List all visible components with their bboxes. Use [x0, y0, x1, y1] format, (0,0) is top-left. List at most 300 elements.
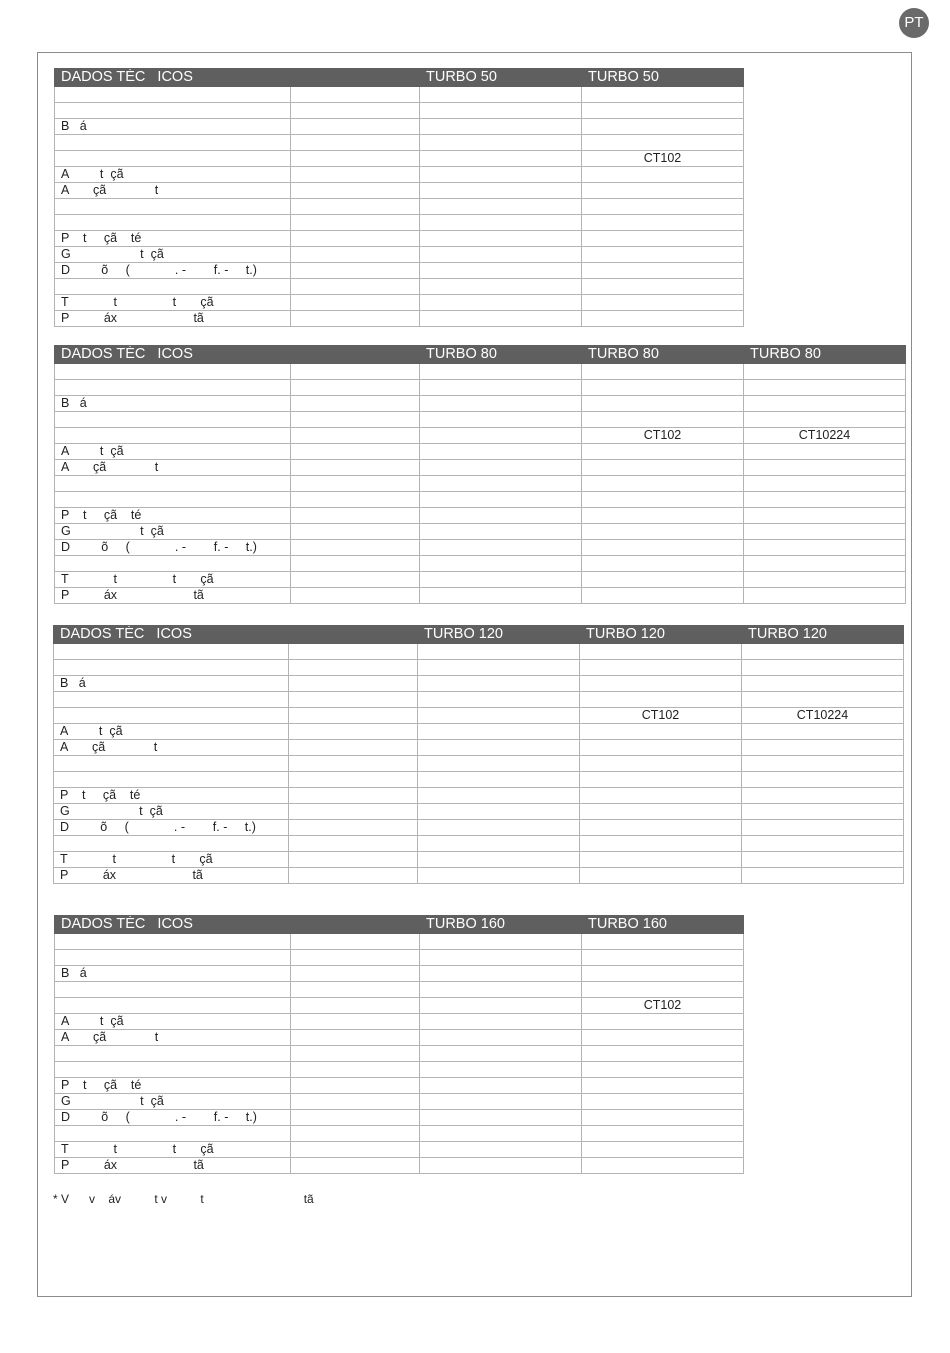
value-cell: CT102: [582, 151, 744, 167]
model-column-header: TURBO 120: [742, 626, 904, 644]
value-cell: [744, 396, 906, 412]
value-cell: [291, 934, 420, 950]
value-cell: [582, 279, 744, 295]
value-cell: [582, 215, 744, 231]
value-cell: [742, 804, 904, 820]
model-column-header: TURBO 120: [418, 626, 580, 644]
table-row: [54, 756, 904, 772]
row-label-cell: A çã t: [55, 1030, 291, 1046]
value-cell: [582, 135, 744, 151]
row-label-cell: [55, 103, 291, 119]
value-cell: [744, 460, 906, 476]
row-label-cell: [55, 1126, 291, 1142]
row-label-cell: [55, 492, 291, 508]
value-cell: CT102: [580, 708, 742, 724]
value-cell: [420, 572, 582, 588]
value-cell: [420, 934, 582, 950]
table-row: [55, 1142, 744, 1158]
value-cell: [744, 572, 906, 588]
spec-table-turbo-120: [53, 625, 904, 884]
value-cell: [582, 1046, 744, 1062]
value-cell: [420, 1062, 582, 1078]
table-row: [54, 772, 904, 788]
value-cell: [742, 788, 904, 804]
value-cell: [291, 295, 420, 311]
row-label-cell: A t çã: [55, 1014, 291, 1030]
value-cell: [418, 676, 580, 692]
table-row: [55, 396, 906, 412]
value-cell: [580, 740, 742, 756]
value-cell: [744, 444, 906, 460]
row-label-cell: T t t çã: [55, 572, 291, 588]
value-cell: [580, 804, 742, 820]
row-label-cell: [55, 279, 291, 295]
table-row: [55, 279, 744, 295]
table-row: [55, 380, 906, 396]
model-column-header: TURBO 80: [744, 346, 906, 364]
value-cell: [420, 380, 582, 396]
value-cell: [742, 836, 904, 852]
model-column-header: TURBO 120: [580, 626, 742, 644]
row-label-cell: [55, 982, 291, 998]
value-cell: [291, 87, 420, 103]
value-cell: [744, 412, 906, 428]
row-label-cell: A t çã: [55, 444, 291, 460]
value-cell: [289, 852, 418, 868]
value-cell: [291, 183, 420, 199]
table-row: [54, 788, 904, 804]
value-cell: [418, 756, 580, 772]
value-cell: [582, 295, 744, 311]
value-cell: [420, 231, 582, 247]
spec-table-turbo-80: [54, 345, 906, 604]
value-cell: [289, 676, 418, 692]
row-label-cell: P t çã té: [55, 508, 291, 524]
table-heading: DADOS TÉC ICOS: [55, 346, 291, 364]
row-label-cell: T t t çã: [55, 295, 291, 311]
value-cell: [291, 1158, 420, 1174]
value-cell: [418, 644, 580, 660]
table-row: [55, 215, 744, 231]
value-cell: [291, 1094, 420, 1110]
value-cell: [744, 556, 906, 572]
value-cell: [420, 476, 582, 492]
value-cell: [582, 263, 744, 279]
value-cell: [580, 692, 742, 708]
value-cell: [291, 492, 420, 508]
table-row: [55, 492, 906, 508]
value-cell: [291, 215, 420, 231]
row-label-cell: A çã t: [55, 460, 291, 476]
value-cell: [420, 556, 582, 572]
value-cell: [289, 868, 418, 884]
value-cell: [582, 540, 744, 556]
value-cell: [418, 740, 580, 756]
value-cell: [420, 279, 582, 295]
value-cell: [291, 966, 420, 982]
value-cell: [582, 167, 744, 183]
value-cell: [744, 524, 906, 540]
header-empty-cell: [291, 346, 420, 364]
table-row: [55, 556, 906, 572]
row-label-cell: P t çã té: [54, 788, 289, 804]
table-row: [54, 644, 904, 660]
value-cell: [291, 460, 420, 476]
value-cell: [742, 660, 904, 676]
row-label-cell: D õ ( . - f. - t.): [55, 1110, 291, 1126]
value-cell: [582, 103, 744, 119]
value-cell: [580, 724, 742, 740]
row-label-cell: [55, 380, 291, 396]
value-cell: [420, 460, 582, 476]
row-label-cell: [55, 1046, 291, 1062]
table-row: [55, 199, 744, 215]
value-cell: [420, 524, 582, 540]
value-cell: [582, 119, 744, 135]
value-cell: [420, 135, 582, 151]
value-cell: [289, 660, 418, 676]
row-label-cell: P áx tã: [55, 588, 291, 604]
value-cell: [742, 852, 904, 868]
value-cell: [291, 167, 420, 183]
value-cell: [744, 492, 906, 508]
value-cell: [420, 87, 582, 103]
value-cell: [420, 1094, 582, 1110]
value-cell: [742, 820, 904, 836]
value-cell: [291, 1046, 420, 1062]
value-cell: [742, 772, 904, 788]
value-cell: [582, 1110, 744, 1126]
row-label-cell: P áx tã: [55, 311, 291, 327]
row-label-cell: [54, 772, 289, 788]
value-cell: [291, 1030, 420, 1046]
value-cell: [582, 444, 744, 460]
value-cell: [742, 740, 904, 756]
value-cell: [582, 231, 744, 247]
table-row: [55, 428, 906, 444]
value-cell: [420, 588, 582, 604]
row-label-cell: A t çã: [54, 724, 289, 740]
value-cell: [744, 476, 906, 492]
value-cell: [420, 1110, 582, 1126]
value-cell: [289, 724, 418, 740]
value-cell: [289, 820, 418, 836]
table-row: [55, 444, 906, 460]
value-cell: [420, 396, 582, 412]
value-cell: [582, 396, 744, 412]
value-cell: [291, 556, 420, 572]
row-label-cell: [55, 934, 291, 950]
model-column-header: TURBO 50: [420, 69, 582, 87]
spec-table-turbo-50: [54, 68, 744, 327]
value-cell: [289, 836, 418, 852]
value-cell: [418, 804, 580, 820]
model-column-header: TURBO 80: [582, 346, 744, 364]
value-cell: [420, 1126, 582, 1142]
value-cell: [580, 852, 742, 868]
value-cell: [420, 215, 582, 231]
value-cell: [420, 167, 582, 183]
table-row: [55, 247, 744, 263]
value-cell: [289, 756, 418, 772]
value-cell: [291, 396, 420, 412]
value-cell: [291, 311, 420, 327]
table-row: [55, 1110, 744, 1126]
value-cell: [582, 966, 744, 982]
value-cell: [582, 1158, 744, 1174]
value-cell: CT10224: [742, 708, 904, 724]
value-cell: [582, 1014, 744, 1030]
value-cell: [291, 508, 420, 524]
value-cell: [742, 868, 904, 884]
value-cell: [582, 476, 744, 492]
value-cell: [291, 524, 420, 540]
table-header-row: [55, 69, 744, 87]
table-header-row: [55, 916, 744, 934]
value-cell: [582, 1142, 744, 1158]
value-cell: [744, 508, 906, 524]
table-row: [55, 103, 744, 119]
value-cell: [291, 247, 420, 263]
table-row: [55, 508, 906, 524]
value-cell: [420, 444, 582, 460]
value-cell: [289, 740, 418, 756]
value-cell: [580, 868, 742, 884]
table-heading: DADOS TÉC ICOS: [54, 626, 289, 644]
value-cell: [582, 950, 744, 966]
value-cell: [418, 820, 580, 836]
table-row: [55, 263, 744, 279]
model-column-header: TURBO 160: [420, 916, 582, 934]
value-cell: [582, 934, 744, 950]
table-row: [55, 982, 744, 998]
table-row: [55, 1158, 744, 1174]
row-label-cell: [55, 412, 291, 428]
value-cell: [420, 103, 582, 119]
footnote: * V v áv t v t tã: [53, 1192, 314, 1206]
value-cell: [291, 151, 420, 167]
value-cell: [418, 708, 580, 724]
header-empty-cell: [291, 916, 420, 934]
row-label-cell: [55, 199, 291, 215]
table-row: [55, 364, 906, 380]
table-row: [55, 1094, 744, 1110]
value-cell: [420, 199, 582, 215]
value-cell: [582, 183, 744, 199]
value-cell: [420, 263, 582, 279]
table-row: [55, 572, 906, 588]
table-row: [54, 740, 904, 756]
table-row: [54, 660, 904, 676]
value-cell: [291, 1110, 420, 1126]
value-cell: CT102: [582, 998, 744, 1014]
row-label-cell: T t t çã: [54, 852, 289, 868]
row-label-cell: [55, 950, 291, 966]
value-cell: [291, 412, 420, 428]
value-cell: [291, 444, 420, 460]
value-cell: [418, 692, 580, 708]
value-cell: [289, 772, 418, 788]
table-row: [55, 1014, 744, 1030]
row-label-cell: [55, 151, 291, 167]
row-label-cell: [54, 692, 289, 708]
table-row: [54, 852, 904, 868]
value-cell: [420, 295, 582, 311]
value-cell: [582, 982, 744, 998]
header-empty-cell: [291, 69, 420, 87]
value-cell: [582, 1062, 744, 1078]
value-cell: [744, 364, 906, 380]
row-label-cell: D õ ( . - f. - t.): [55, 263, 291, 279]
value-cell: [291, 588, 420, 604]
value-cell: [420, 1014, 582, 1030]
row-label-cell: B á: [54, 676, 289, 692]
table-row: [55, 540, 906, 556]
row-label-cell: B á: [55, 396, 291, 412]
table-row: [55, 412, 906, 428]
language-badge: PT: [899, 8, 929, 38]
model-column-header: TURBO 160: [582, 916, 744, 934]
value-cell: [418, 724, 580, 740]
value-cell: [582, 412, 744, 428]
value-cell: [582, 247, 744, 263]
row-label-cell: G t çã: [55, 1094, 291, 1110]
value-cell: [420, 492, 582, 508]
value-cell: [420, 1158, 582, 1174]
value-cell: [420, 982, 582, 998]
value-cell: [744, 588, 906, 604]
table-row: [55, 950, 744, 966]
table-row: [55, 135, 744, 151]
row-label-cell: [55, 135, 291, 151]
table-row: [55, 476, 906, 492]
table-row: [55, 231, 744, 247]
table-row: [55, 934, 744, 950]
value-cell: [291, 1078, 420, 1094]
table-row: [55, 167, 744, 183]
row-label-cell: A çã t: [54, 740, 289, 756]
row-label-cell: [55, 428, 291, 444]
value-cell: [420, 998, 582, 1014]
row-label-cell: [54, 708, 289, 724]
value-cell: [580, 772, 742, 788]
value-cell: [291, 103, 420, 119]
header-empty-cell: [289, 626, 418, 644]
table-row: [55, 1046, 744, 1062]
table-row: [55, 87, 744, 103]
table-row: [55, 311, 744, 327]
value-cell: [420, 247, 582, 263]
value-cell: [420, 966, 582, 982]
value-cell: [420, 540, 582, 556]
value-cell: [291, 1014, 420, 1030]
value-cell: [580, 820, 742, 836]
value-cell: [420, 151, 582, 167]
value-cell: [420, 428, 582, 444]
value-cell: [420, 412, 582, 428]
value-cell: [291, 380, 420, 396]
row-label-cell: G t çã: [54, 804, 289, 820]
value-cell: [744, 380, 906, 396]
value-cell: [289, 692, 418, 708]
row-label-cell: D õ ( . - f. - t.): [55, 540, 291, 556]
table-row: [55, 1078, 744, 1094]
model-column-header: TURBO 80: [420, 346, 582, 364]
value-cell: [418, 660, 580, 676]
value-cell: [582, 588, 744, 604]
row-label-cell: P t çã té: [55, 231, 291, 247]
value-cell: [582, 524, 744, 540]
table-row: [55, 524, 906, 540]
table-row: [55, 183, 744, 199]
table-row: [54, 820, 904, 836]
value-cell: [420, 183, 582, 199]
value-cell: [291, 950, 420, 966]
value-cell: [582, 508, 744, 524]
value-cell: [418, 772, 580, 788]
value-cell: [291, 1142, 420, 1158]
value-cell: [291, 279, 420, 295]
value-cell: [580, 788, 742, 804]
value-cell: [582, 364, 744, 380]
table-row: [55, 1126, 744, 1142]
row-label-cell: A çã t: [55, 183, 291, 199]
spec-table-turbo-160: [54, 915, 744, 1174]
table-row: [54, 708, 904, 724]
value-cell: [582, 572, 744, 588]
value-cell: [742, 644, 904, 660]
table-row: [55, 151, 744, 167]
table-row: [55, 460, 906, 476]
value-cell: [580, 676, 742, 692]
table-row: [54, 804, 904, 820]
value-cell: [580, 660, 742, 676]
value-cell: [291, 119, 420, 135]
value-cell: [582, 1126, 744, 1142]
value-cell: [291, 135, 420, 151]
row-label-cell: G t çã: [55, 524, 291, 540]
value-cell: [291, 263, 420, 279]
value-cell: [420, 119, 582, 135]
row-label-cell: [55, 556, 291, 572]
value-cell: [418, 852, 580, 868]
value-cell: [291, 1062, 420, 1078]
value-cell: [420, 950, 582, 966]
row-label-cell: [55, 998, 291, 1014]
value-cell: [582, 380, 744, 396]
value-cell: [291, 1126, 420, 1142]
row-label-cell: [55, 1062, 291, 1078]
value-cell: [582, 1078, 744, 1094]
value-cell: [582, 1094, 744, 1110]
table-row: [54, 868, 904, 884]
value-cell: [742, 756, 904, 772]
value-cell: [289, 804, 418, 820]
row-label-cell: P t çã té: [55, 1078, 291, 1094]
row-label-cell: D õ ( . - f. - t.): [54, 820, 289, 836]
row-label-cell: [54, 756, 289, 772]
value-cell: [580, 756, 742, 772]
value-cell: [291, 998, 420, 1014]
value-cell: [420, 311, 582, 327]
value-cell: [420, 1030, 582, 1046]
value-cell: [291, 572, 420, 588]
row-label-cell: A t çã: [55, 167, 291, 183]
row-label-cell: [54, 660, 289, 676]
row-label-cell: [54, 644, 289, 660]
value-cell: [580, 644, 742, 660]
table-row: [55, 998, 744, 1014]
